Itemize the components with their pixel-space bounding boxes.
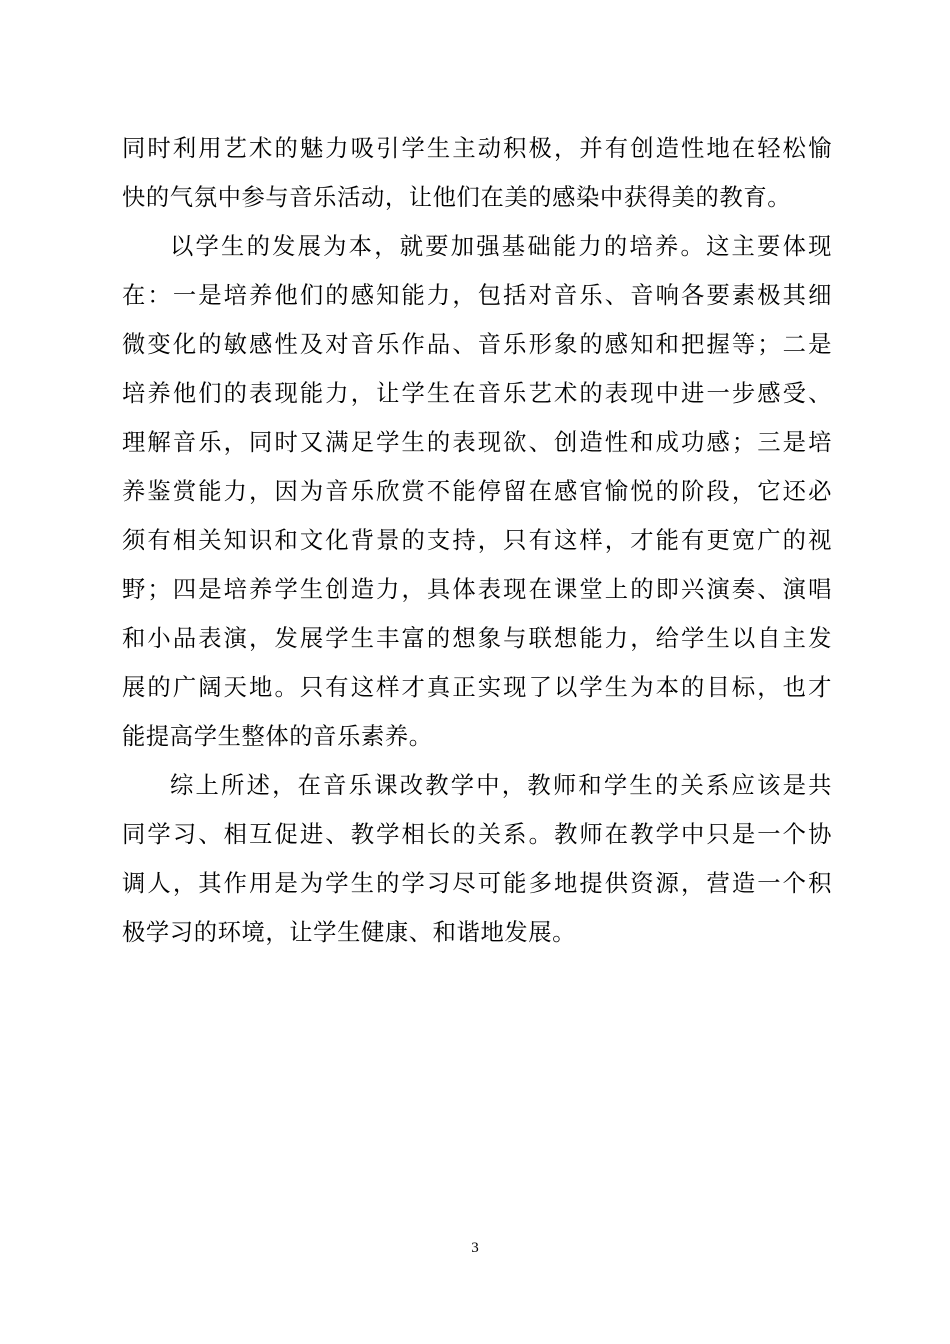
text-line: 同时利用艺术的魅力吸引学生主动积极，并有创造性地在轻松愉: [122, 135, 832, 162]
text-line: 和小品表演，发展学生丰富的想象与联想能力，给学生以自主发: [122, 625, 832, 652]
text-line: 以学生的发展为本，就要加强基础能力的培养。这主要体现: [170, 233, 832, 260]
text-line: 在：一是培养他们的感知能力，包括对音乐、音响各要素极其细: [122, 282, 832, 309]
text-line: 养鉴赏能力，因为音乐欣赏不能停留在感官愉悦的阶段，它还必: [122, 478, 832, 505]
text-line: 调人，其作用是为学生的学习尽可能多地提供资源，营造一个积: [122, 870, 832, 897]
text-line: 微变化的敏感性及对音乐作品、音乐形象的感知和把握等；二是: [122, 331, 832, 358]
body-text: [122, 124, 832, 957]
page-number: 3: [471, 1240, 479, 1256]
text-line: 综上所述，在音乐课改教学中，教师和学生的关系应该是共: [170, 772, 832, 799]
text-line: 野；四是培养学生创造力，具体表现在课堂上的即兴演奏、演唱: [122, 576, 832, 603]
text-line: 展的广阔天地。只有这样才真正实现了以学生为本的目标，也才: [122, 674, 832, 701]
text-line: 同学习、相互促进、教学相长的关系。教师在教学中只是一个协: [122, 821, 832, 848]
text-line: 理解音乐，同时又满足学生的表现欲、创造性和成功感；三是培: [122, 429, 832, 456]
text-line: 须有相关知识和文化背景的支持，只有这样，才能有更宽广的视: [122, 527, 832, 554]
text-line: 培养他们的表现能力，让学生在音乐艺术的表现中进一步感受、: [122, 380, 832, 407]
text-line: 能提高学生整体的音乐素养。: [122, 723, 433, 750]
text-line: 极学习的环境，让学生健康、和谐地发展。: [122, 919, 577, 946]
text-line: 快的气氛中参与音乐活动，让他们在美的感染中获得美的教育。: [122, 184, 792, 211]
